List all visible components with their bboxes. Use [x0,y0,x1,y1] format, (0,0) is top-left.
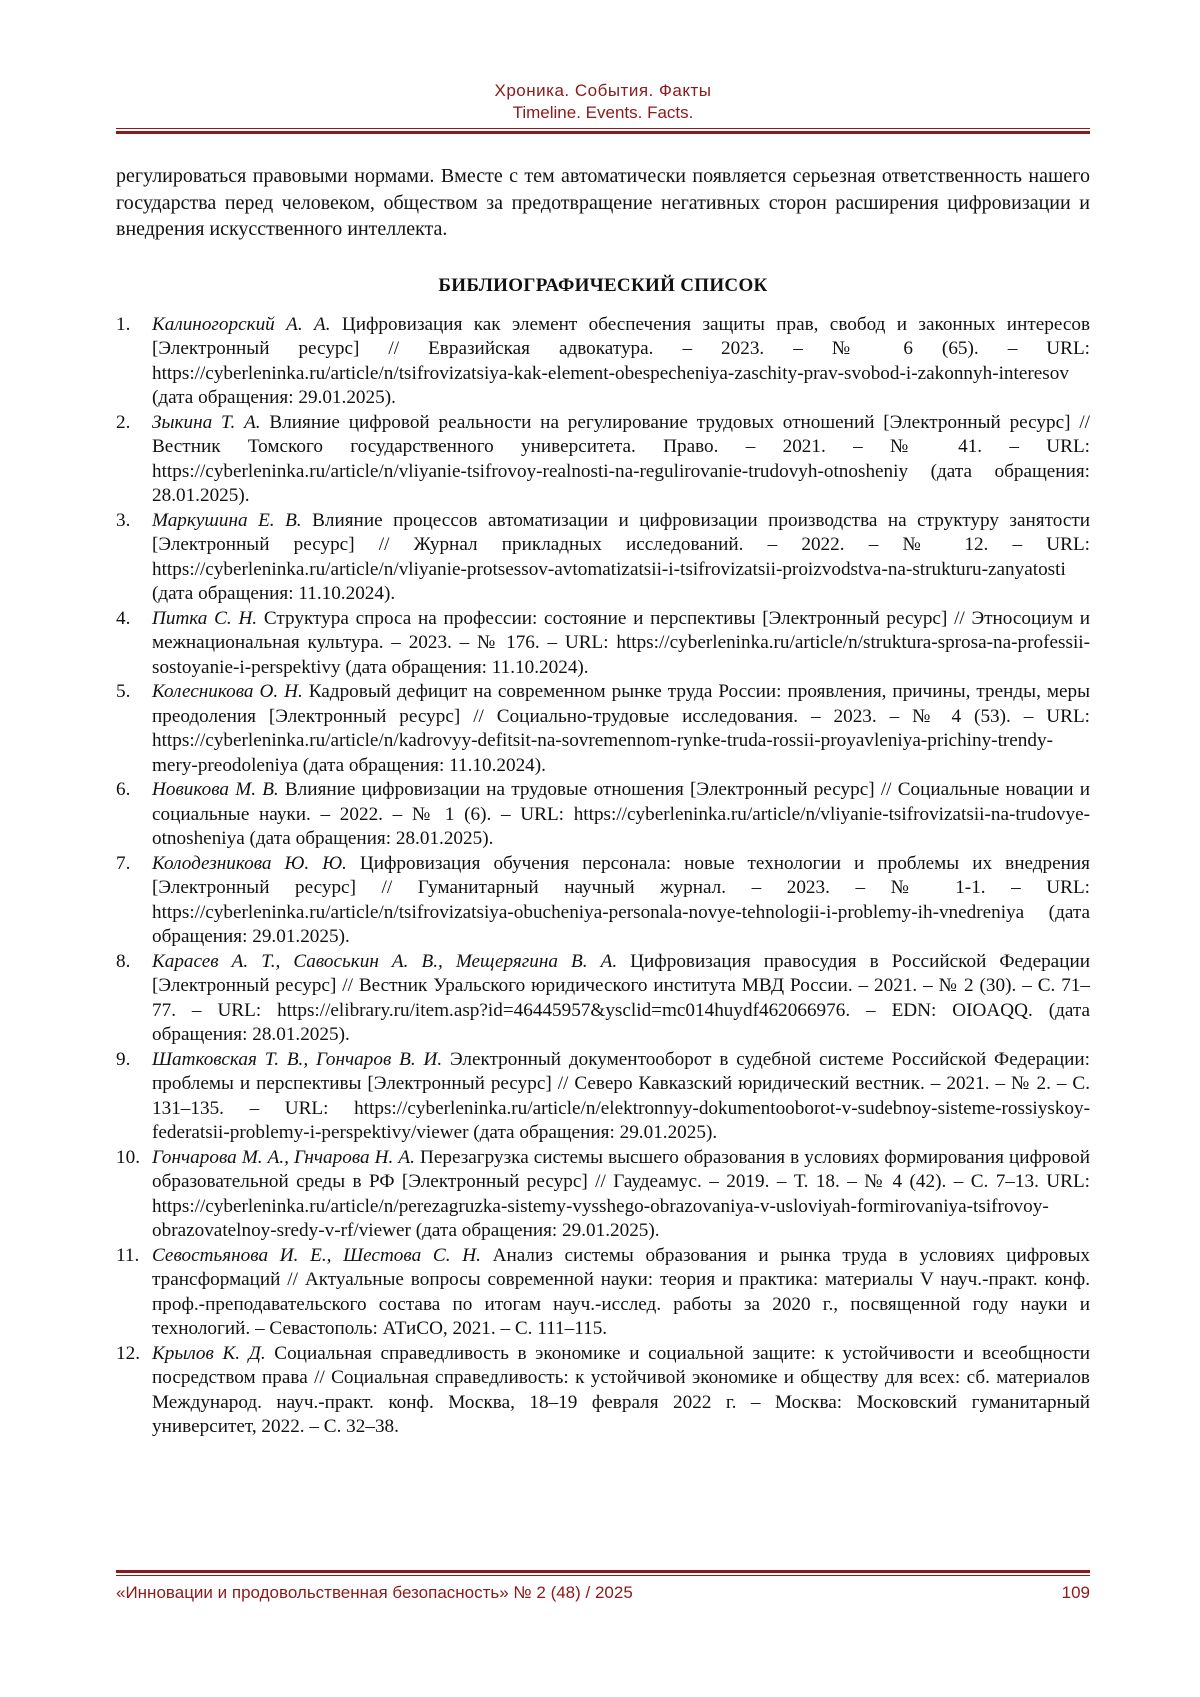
reference-number: 10. [116,1146,140,1168]
header-rule-thick [116,131,1090,134]
bibliography-list [116,313,1090,1440]
reference-item [116,1342,1090,1440]
reference-item [116,852,1090,950]
reference-number: 1. [116,313,131,335]
footer-journal: «Инновации и продовольственная безопасность» № 2 (48) / 2025 [116,1583,633,1602]
reference-number: 9. [116,1048,131,1070]
reference-text: Структура спроса на профессии: состояние и перспективы [Электронный ресурс] // Этносоциум и межнациональная культура. – 2023. – № 176. – URL: https://cyberleninka.ru/article/n/struktura-sprosa-na-professii-sostoyanie-i-perspektivy (дата обращения: 11.10.2024). [152,607,1090,678]
reference-text: Цифровизация как элемент обеспечения защиты прав, свобод и законных интересов [Электронный ресурс] // Евразийская адвокатура. – 2023. – № 6 (65). – URL: https://cyberleninka.ru/article/n/tsifrovizatsiya-kak-element-obespecheniya-zaschity-prav-svobod-i-zakonnyh-interesov (дата обращения: 29.01.2025). [152,313,1091,408]
reference-authors: Гончарова М. А., Гнчарова Н. А. [152,1146,415,1168]
reference-item [116,509,1090,607]
reference-text: Социальная справедливость в экономике и социальной защите: к устойчивости и всеобщности посредством права // Социальная справедливость: к устойчивой экономике и обществу для всех: сб. материалов Международ. науч.-практ. конф. Москва, 18–19 февраля 2022 г. – Москва: Московский гуманитарный университет, 2022. – С. 32–38. [152,1342,1090,1437]
reference-authors: Питка С. Н. [152,607,258,629]
reference-authors: Карасев А. Т., Савоськин А. В., Мещерягина В. А. [152,950,618,972]
reference-item [116,680,1090,778]
reference-authors: Зыкина Т. А. [152,411,261,433]
reference-text: Электронный документооборот в судебной системе Российской Федерации: проблемы и перспективы [Электронный ресурс] // Северо Кавказский юридический вестник. – 2021. – № 2. – С. 131–135. – URL: https://cyberleninka.ru/article/n/elektronnyy-dokumentooborot-v-sudebnoy-sisteme-rossiyskoy-federatsii-problemy-i-perspektivy/viewer (дата обращения: 29.01.2025). [152,1048,1090,1143]
header-title-ru: Хроника. События. Факты [494,81,712,100]
reference-text: Перезагрузка системы высшего образования в условиях формирования цифровой образовательной среды в РФ [Электронный ресурс] // Гаудеамус. – 2019. – Т. 18. – № 4 (42). – С. 7–13. URL: https://cyberleninka.ru/article/n/perezagruzka-sistemy-vysshego-obrazovaniya-v-usloviyah-formirovaniya-tsifrovoy-obrazovatelnoy-sredy-v-rf/viewer (дата обращения: 29.01.2025). [152,1146,1090,1241]
reference-number: 2. [116,411,131,433]
running-header [116,80,1090,124]
reference-authors: Шатковская Т. В., Гончаров В. И. [152,1048,443,1070]
reference-text: Цифровизация правосудия в Российской Федерации [Электронный ресурс] // Вестник Уральского юридического института МВД России. – 2021. – № 2 (30). – С. 71–77. – URL: https://elibrary.ru/item.asp?id=46445957&ysclid=mc014huydf462066976. – EDN: OIOAQQ. (дата обращения: 28.01.2025). [152,950,1090,1045]
reference-authors: Маркушина Е. В. [152,509,302,531]
reference-authors: Новикова М. В. [152,779,279,800]
reference-number: 3. [116,509,131,531]
reference-number: 7. [116,852,131,874]
reference-text: Влияние процессов автоматизации и цифровизации производства на структуру занятости [Электронный ресурс] // Журнал прикладных исследований. – 2022. – № 12. – URL: https://cyberleninka.ru/article/n/vliyanie-protsessov-avtomatizatsii-i-tsifrovizatsii-proizvodstva-na-strukturu-zanyatosti (дата обращения: 11.10.2024). [152,509,1090,604]
reference-text: Анализ системы образования и рынка труда в условиях цифровых трансформаций // Актуальные вопросы современной науки: теория и практика: материалы V науч.-практ. конф. проф.-преподавательского состава по итогам науч.-исслед. работы за 2020 г., посвященной году науки и технологий. – Севастополь: АТиСО, 2021. – С. 111–115. [152,1244,1090,1339]
reference-text: Цифровизация обучения персонала: новые технологии и проблемы их внедрения [Электронный ресурс] // Гуманитарный научный журнал. – 2023. – № 1-1. – URL: https://cyberleninka.ru/article/n/tsifrovizatsiya-obucheniya-personala-novye-tehnologii-i-problemy-ih-vnedreniya (дата обращения: 29.01.2025). [152,852,1090,947]
reference-item [116,607,1090,681]
reference-authors: Крылов К. Д. [152,1342,266,1364]
reference-item [116,1244,1090,1342]
reference-text: Влияние цифровой реальности на регулирование трудовых отношений [Электронный ресурс] // Вестник Томского государственного университета. Право. – 2021. – № 41. – URL: https://cyberleninka.ru/article/n/vliyanie-tsifrovoy-realnosti-na-regulirovanie-trudovyh-otnosheniy (дата обращения: 28.01.2025). [152,411,1091,506]
reference-authors: Колодезникова Ю. Ю. [152,852,347,874]
reference-text: Влияние цифровизации на трудовые отношения [Электронный ресурс] // Социальные новации и социальные науки. – 2022. – № 1 (6). – URL: https://cyberleninka.ru/article/n/vliyanie-tsifrovizatsii-na-trudovye-otnosheniya (дата обращения: 28.01.2025). [152,779,1090,849]
reference-item [116,778,1090,852]
main-content [116,163,1090,1440]
reference-text: Кадровый дефицит на современном рынке труда России: проявления, причины, тренды, меры преодоления [Электронный ресурс] // Социально-трудовые исследования. – 2023. – № 4 (53). – URL: https://cyberleninka.ru/article/n/kadrovyy-defitsit-na-sovremennom-rynke-truda-rossii-proyavleniya-prichiny-trendy-mery-preodoleniya (дата обращения: 11.10.2024). [152,681,1090,776]
reference-item [116,950,1090,1048]
page-number: 109 [1061,1583,1090,1602]
reference-number: 8. [116,950,131,972]
reference-number: 4. [116,607,131,629]
reference-authors: Севостьянова И. Е., Шестова С. Н. [152,1244,481,1266]
header-rule-thin [116,128,1090,129]
intro-paragraph: регулироваться правовыми нормами. Вместе с тем автоматически появляется серьезная ответственность нашего государства перед человеком, обществом за предотвращение негативных сторон расширения цифровизации и внедрения искусственного интеллекта. [116,165,1090,240]
header-title-en: Timeline. Events. Facts. [512,103,694,122]
footer-rule-thick [116,1570,1090,1573]
reference-number: 12. [116,1342,140,1364]
reference-authors: Колесникова О. Н. [152,681,303,702]
reference-authors: Калиногорский А. А. [152,313,331,335]
reference-item [116,313,1090,411]
section-title: БИБЛИОГРАФИЧЕСКИЙ СПИСОК [438,274,768,296]
reference-item [116,1146,1090,1244]
reference-number: 11. [116,1244,140,1266]
reference-item [116,411,1090,509]
reference-number: 5. [116,681,131,702]
reference-number: 6. [116,779,131,800]
footer-rule-thin [116,1575,1090,1576]
reference-item [116,1048,1090,1146]
